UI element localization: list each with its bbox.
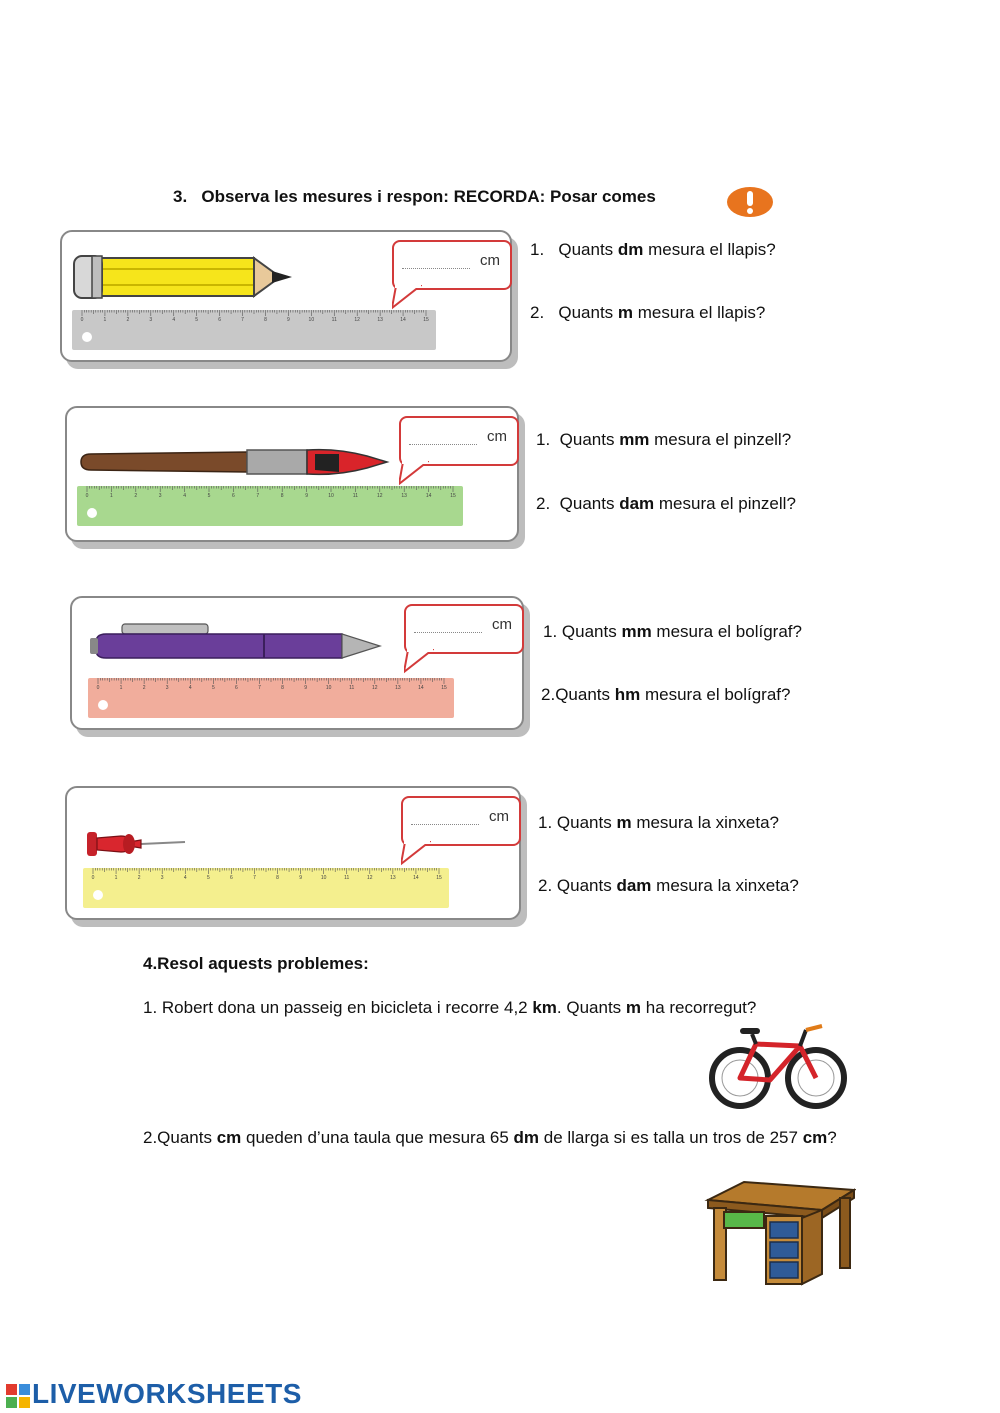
pen-image <box>86 620 386 666</box>
question-1-2: 2. Quants m mesura el llapis? <box>530 303 766 322</box>
paintbrush-image <box>77 444 397 480</box>
ruler-hole <box>87 508 97 518</box>
ruler-number: 10 <box>320 875 327 880</box>
ruler-ticks <box>83 868 449 880</box>
ruler <box>77 486 463 526</box>
ruler-number: 3 <box>149 317 153 322</box>
ruler-number: 8 <box>276 875 279 880</box>
ruler-number: 8 <box>280 493 284 498</box>
measure-card-pushpin <box>65 786 521 920</box>
ruler-number: 0 <box>96 685 100 690</box>
answer-bubble[interactable] <box>392 240 512 290</box>
ruler-number: 7 <box>253 875 256 880</box>
ruler-number: 3 <box>158 493 162 498</box>
ruler-number: 14 <box>413 875 419 880</box>
ruler-number: 0 <box>91 875 95 880</box>
ruler-number: 15 <box>450 493 456 498</box>
ruler-number: 13 <box>390 875 396 880</box>
section-4-heading: 4.Resol aquests problemes: <box>143 954 369 973</box>
ruler-number: 11 <box>331 317 337 322</box>
measure-card-paintbrush <box>65 406 519 542</box>
ruler-number: 6 <box>218 317 221 322</box>
ruler-number: 11 <box>344 875 350 880</box>
ruler-number: 12 <box>354 317 360 322</box>
ruler-number: 1 <box>110 493 113 498</box>
ruler-number: 15 <box>423 317 429 322</box>
ruler-number: 13 <box>377 317 383 322</box>
unit-label: cm <box>489 808 509 825</box>
ruler-number: 1 <box>103 317 107 322</box>
ruler-number: 2 <box>126 317 130 322</box>
ruler-ticks <box>88 678 454 690</box>
question-3-2: 2.Quants hm mesura el bolígraf? <box>541 685 791 704</box>
ruler-number: 3 <box>165 685 169 690</box>
ruler-number: 7 <box>256 493 260 498</box>
measure-card-pen <box>70 596 524 730</box>
ruler-number: 14 <box>425 493 432 498</box>
ruler-number: 0 <box>85 493 89 498</box>
ruler <box>72 310 436 350</box>
ruler-number: 10 <box>308 317 315 322</box>
ruler-number: 5 <box>211 685 215 690</box>
ruler-number: 10 <box>325 685 332 690</box>
answer-bubble[interactable] <box>399 416 519 466</box>
ruler-number: 5 <box>207 493 211 498</box>
ruler-number: 12 <box>367 875 373 880</box>
ruler-number: 10 <box>328 493 334 498</box>
unit-label: cm <box>480 252 500 269</box>
question-3-1: 1. Quants mm mesura el bolígraf? <box>543 622 802 641</box>
ruler-number: 11 <box>349 685 355 690</box>
ruler <box>88 678 454 718</box>
ruler-number: 9 <box>287 317 290 322</box>
ruler-number: 5 <box>195 317 199 322</box>
desk-image <box>704 1178 856 1290</box>
ruler-number: 2 <box>137 875 141 880</box>
pencil-image <box>70 250 310 306</box>
ruler-number: 1 <box>119 685 123 690</box>
question-4-1: 1. Quants m mesura la xinxeta? <box>538 813 779 832</box>
ruler-number: 9 <box>304 685 307 690</box>
ruler-number: 8 <box>281 685 284 690</box>
ruler-hole <box>93 890 103 900</box>
measure-card-pencil <box>60 230 512 362</box>
ruler-number: 13 <box>395 685 401 690</box>
section-3-heading: 3. Observa les mesures i respon: RECORDA: Posar comes <box>173 187 656 206</box>
problem-2: 2.Quants cm queden d’una taula que mesura 65 dm de llarga si es talla un tros de 257 cm? <box>143 1128 837 1147</box>
ruler-number: 6 <box>230 875 233 880</box>
ruler-number: 14 <box>400 317 406 322</box>
ruler-number: 15 <box>436 875 442 880</box>
ruler-number: 7 <box>241 317 244 322</box>
question-2-1: 1. Quants mm mesura el pinzell? <box>536 430 792 449</box>
ruler-number: 12 <box>372 685 378 690</box>
ruler-number: 11 <box>352 493 359 498</box>
ruler-number: 14 <box>418 685 424 690</box>
ruler-ticks <box>77 486 463 498</box>
ruler <box>83 868 449 908</box>
unit-label: cm <box>487 428 507 445</box>
liveworksheets-logo-icon <box>6 1384 30 1408</box>
ruler-number: 15 <box>441 685 447 690</box>
ruler-number: 9 <box>305 493 308 498</box>
problem-1: 1. Robert dona un passeig en bicicleta i recorre 4,2 km. Quants m ha recorregut? <box>143 998 757 1017</box>
exclamation-icon <box>726 186 774 218</box>
unit-label: cm <box>492 616 512 633</box>
ruler-number: 8 <box>264 317 267 322</box>
ruler-number: 9 <box>299 875 302 880</box>
ruler-number: 13 <box>401 493 407 498</box>
ruler-number: 12 <box>377 493 383 498</box>
answer-bubble[interactable] <box>404 604 524 654</box>
liveworksheets-brand: LIVEWORKSHEETS <box>32 1378 302 1409</box>
question-4-2: 2. Quants dam mesura la xinxeta? <box>538 876 799 895</box>
ruler-ticks <box>72 310 436 322</box>
question-1-1: 1. Quants dm mesura el llapis? <box>530 240 776 259</box>
ruler-number: 4 <box>188 685 192 690</box>
ruler-number: 4 <box>183 493 186 498</box>
ruler-number: 5 <box>206 875 210 880</box>
ruler-number: 2 <box>142 685 146 690</box>
question-2-2: 2. Quants dam mesura el pinzell? <box>536 494 796 513</box>
ruler-number: 3 <box>160 875 164 880</box>
ruler-number: 0 <box>80 317 84 322</box>
ruler-hole <box>98 700 108 710</box>
bicycle-image <box>706 1022 848 1112</box>
ruler-number: 2 <box>134 493 138 498</box>
ruler-hole <box>82 332 92 342</box>
ruler-number: 1 <box>114 875 118 880</box>
ruler-number: 7 <box>258 685 261 690</box>
pushpin-image <box>85 822 195 868</box>
ruler-number: 4 <box>183 875 187 880</box>
answer-bubble[interactable] <box>401 796 521 846</box>
ruler-number: 4 <box>172 317 176 322</box>
ruler-number: 6 <box>235 685 238 690</box>
ruler-number: 6 <box>232 493 235 498</box>
